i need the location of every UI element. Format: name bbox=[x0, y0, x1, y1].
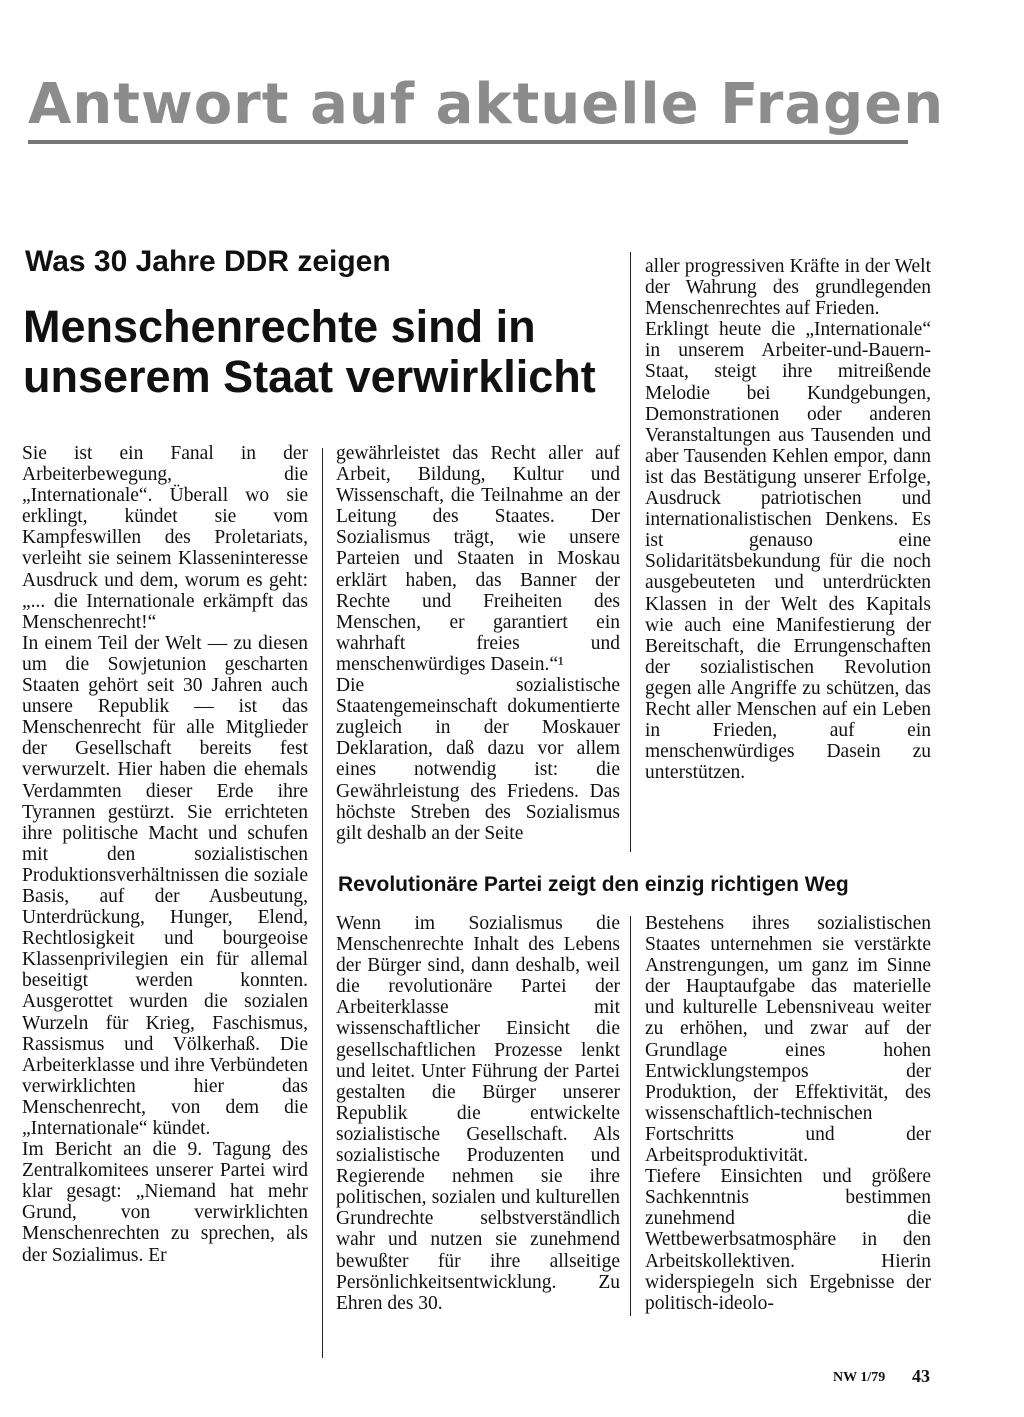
paragraph: aller progressiven Kräfte in der Welt der Wahrung des grundlegenden Menschenrechtes auf Frieden. bbox=[645, 256, 931, 320]
text-column-4 bbox=[336, 913, 620, 1314]
article-kicker: Was 30 Jahre DDR zeigen bbox=[25, 245, 391, 278]
column-rule bbox=[322, 448, 323, 1358]
paragraph: Erklingt heute die „Internationale“ in unserem Arbeiter-und-Bauern-Staat, steigt ihre mitreißende Melodie bei Kundgebungen, Demonstrationen oder anderen Veranstaltungen aus Tausenden und aber Tausenden Kehlen empor, dann ist das Bestätigung unserer Erfolge, Ausdruck patriotischen und internationalistischen Denkens. Es ist genauso eine Solidaritätsbekundung für die noch ausgebeuteten und unterdrückten Klassen in der Welt des Kapitals wie auch eine Manifestierung der Bereitschaft, die Errungenschaften der sozialistischen Revolution gegen alle Angriffe zu schützen, das Recht aller Menschen auf ein Leben in Frieden, auf ein menschenwürdiges Dasein zu unterstützen. bbox=[645, 319, 931, 784]
article-headline: Menschenrechte sind in unserem Staat verwirklicht bbox=[23, 301, 596, 402]
section-subheading: Revolutionäre Partei zeigt den einzig richtigen Weg bbox=[338, 873, 849, 896]
text-column-3 bbox=[645, 256, 931, 783]
text-column-5 bbox=[645, 913, 931, 1314]
column-rule bbox=[630, 252, 631, 852]
paragraph: Die sozialistische Staatengemeinschaft dokumentierte zugleich in der Moskauer Deklaration, daß dazu vor allem eines notwendig ist: die Gewährleistung des Friedens. Das höchste Streben des Sozialismus gilt deshalb an der Seite bbox=[336, 675, 620, 844]
page-number: 43 bbox=[912, 1366, 930, 1386]
text-column-1 bbox=[22, 443, 308, 1266]
paragraph: gewährleistet das Recht aller auf Arbeit, Bildung, Kultur und Wissenschaft, die Teilnahme an der Leitung des Staates. Der Sozialismus trägt, wie unsere Parteien und Staaten in Moskau erklärt haben, das Banner der Rechte und Freiheiten des Menschen, er garantiert ein wahrhaft freies und menschenwürdiges Dasein.“¹ bbox=[336, 443, 620, 675]
column-rule bbox=[630, 916, 631, 1316]
text-column-2 bbox=[336, 443, 620, 844]
paragraph: Sie ist ein Fanal in der Arbeiterbewegung, die „Internationale“. Überall wo sie erklingt, kündet sie vom Kampfeswillen des Proletariats, verleiht sie seinem Klasseninteresse Ausdruck und dem, worum es geht: „... die Internationale erkämpft das Menschenrecht!“ bbox=[22, 443, 308, 633]
paragraph: Im Bericht an die 9. Tagung des Zentralkomitees unserer Partei wird klar gesagt: „Niemand hat mehr Grund, von verwirklichten Menschenrechten zu sprechen, als der Sozialimus. Er bbox=[22, 1139, 308, 1266]
paragraph: Wenn im Sozialismus die Menschenrechte Inhalt des Lebens der Bürger sind, dann deshalb, weil die revolutionäre Partei der Arbeiterklasse mit wissenschaftlicher Einsicht die gesellschaftlichen Prozesse lenkt und leitet. Unter Führung der Partei gestalten die Bürger unserer Republik die entwickelte sozialistische Gesellschaft. Als sozialistische Produzenten und Regierende nehmen sie ihre politischen, sozialen und kulturellen Grundrechte selbstverständlich wahr und nutzen sie zunehmend bewußter für ihre allseitige Persönlichkeitsentwicklung. Zu Ehren des 30. bbox=[336, 913, 620, 1314]
section-title-rule bbox=[28, 140, 908, 144]
section-title: Antwort auf aktuelle Fragen bbox=[28, 72, 945, 137]
issue-label: NW 1/79 bbox=[833, 1370, 886, 1385]
paragraph: Bestehens ihres sozialistischen Staates unternehmen sie verstärkte Anstrengungen, um ganz im Sinne der Hauptaufgabe das materielle und kulturelle Lebensniveau weiter zu erhöhen, und zwar auf der Grundlage eines hohen Entwicklungstempos der Produktion, der Effektivität, des wissenschaftlich-technischen Fortschritts und der Arbeitsproduktivität. bbox=[645, 913, 931, 1167]
paragraph: In einem Teil der Welt — zu diesen um die Sowjetunion gescharten Staaten gehört seit 30 Jahren auch unsere Republik — ist das Menschenrecht für alle Mitglieder der Gesellschaft bereits fest verwurzelt. Hier haben die ehemals Verdammten dieser Erde ihre Tyrannen gestürzt. Sie errichteten ihre politische Macht und schufen mit den sozialistischen Produktionsverhältnissen die soziale Basis, auf der Ausbeutung, Unterdrückung, Hunger, Elend, Rechtlosigkeit und bourgeoise Klassenprivilegien ein für allemal beseitigt werden konnten. Ausgerottet wurden die sozialen Wurzeln für Krieg, Faschismus, Rassismus und Völkerhaß. Die Arbeiterklasse und ihre Verbündeten verwirklichten hier das Menschenrecht, von dem die „Internationale“ kündet. bbox=[22, 632, 308, 1139]
paragraph: Tiefere Einsichten und größere Sachkenntnis bestimmen zunehmend die Wettbewerbsatmosphäre in den Arbeitskollektiven. Hierin widerspiegeln sich Ergebnisse der politisch-ideolo- bbox=[645, 1166, 931, 1314]
